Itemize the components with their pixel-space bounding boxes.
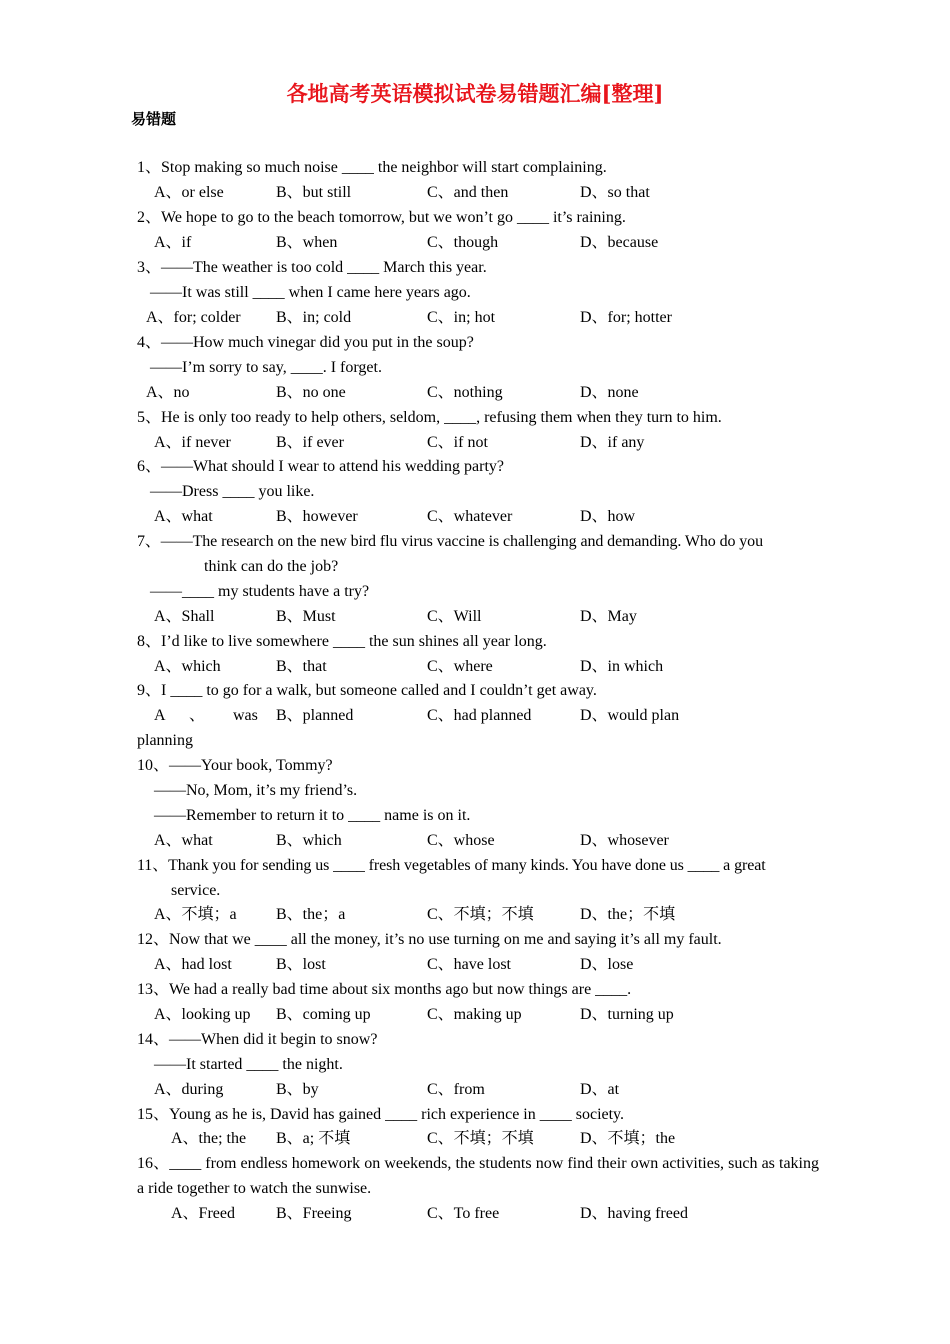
question-2: 2、We hope to go to the beach tomorrow, but we won’t go ____ it’s raining. (137, 209, 626, 226)
option-a-letter: A (154, 707, 166, 724)
option-b: B、when (276, 234, 338, 251)
document-title: 各地高考英语模拟试卷易错题汇编[整理] (286, 81, 664, 106)
question-14: 14、——When did it begin to snow? (137, 1031, 378, 1048)
option-b: B、planned (276, 707, 354, 724)
option-b: B、which (276, 832, 342, 849)
question-8: 8、I’d like to live somewhere ____ the sun shines all year long. (137, 633, 547, 650)
option-c: C、whatever (427, 508, 513, 525)
question-16: 16、____ from endless homework on weekends, the students now find their own activities, such as taking a ride together to watch the sunwise. (137, 1155, 819, 1197)
option-d: D、the；不填 (580, 906, 676, 923)
question-7-continuation: think can do the job? (204, 558, 339, 575)
question-6-dialogue: ——Dress ____ you like. (150, 483, 315, 500)
option-a: A、不填；a (154, 906, 237, 923)
question-4-dialogue: ——I’m sorry to say, ____. I forget. (150, 359, 382, 376)
option-c: C、in; hot (427, 309, 496, 326)
question-12: 12、Now that we ____ all the money, it’s no use turning on me and saying it’s all my fault. (137, 931, 722, 948)
option-a: A、the; the (171, 1130, 247, 1147)
option-d: D、whosever (580, 832, 669, 849)
option-a: A、Freed (171, 1205, 235, 1222)
option-d: D、lose (580, 956, 634, 973)
option-d: D、turning up (580, 1006, 674, 1023)
question-10-dialogue-2: ——Remember to return it to ____ name is on it. (154, 807, 471, 824)
question-1: 1、Stop making so much noise ____ the neighbor will start complaining. (137, 159, 607, 176)
option-d: D、for; hotter (580, 309, 672, 326)
option-a-text: was (233, 707, 258, 724)
question-15: 15、Young as he is, David has gained ____ rich experience in ____ society. (137, 1106, 625, 1123)
option-a: A、no (146, 384, 190, 401)
option-c: C、making up (427, 1006, 522, 1023)
question-7-dialogue: ——____ my students have a try? (150, 583, 370, 600)
option-b: B、Freeing (276, 1205, 352, 1222)
option-a-continuation: planning (137, 732, 193, 749)
option-c: C、and then (427, 184, 509, 201)
question-5: 5、He is only too ready to help others, seldom, ____, refusing them when they turn to him. (137, 409, 722, 426)
option-c: C、nothing (427, 384, 503, 401)
option-b: B、the；a (276, 906, 346, 923)
option-a: A、for; colder (146, 309, 241, 326)
option-a: A、what (154, 832, 213, 849)
option-a: A、Shall (154, 608, 215, 625)
option-d: D、because (580, 234, 659, 251)
question-7: 7、——The research on the new bird flu virus vaccine is challenging and demanding. Who do you (137, 533, 763, 550)
option-a-separator: 、 (189, 707, 206, 724)
option-c: C、Will (427, 608, 482, 625)
option-b: B、by (276, 1081, 319, 1098)
option-c: C、have lost (427, 956, 511, 973)
option-c: C、不填；不填 (427, 1130, 534, 1147)
option-a: A、had lost (154, 956, 232, 973)
option-b: B、coming up (276, 1006, 371, 1023)
option-d: D、how (580, 508, 636, 525)
option-b: B、but still (276, 184, 352, 201)
question-14-dialogue: ——It started ____ the night. (154, 1056, 343, 1073)
question-9: 9、I ____ to go for a walk, but someone called and I couldn’t get away. (137, 682, 597, 699)
question-11: 11、Thank you for sending us ____ fresh vegetables of many kinds. You have done us ____ a great (137, 857, 766, 874)
option-b: B、however (276, 508, 358, 525)
option-c: C、whose (427, 832, 495, 849)
option-c: C、where (427, 658, 493, 675)
option-d: D、if any (580, 434, 645, 451)
option-c: C、不填；不填 (427, 906, 534, 923)
option-b: B、in; cold (276, 309, 352, 326)
option-a: A、looking up (154, 1006, 251, 1023)
option-a: A、during (154, 1081, 224, 1098)
option-a: A、if never (154, 434, 231, 451)
option-d: D、May (580, 608, 637, 625)
question-3-dialogue: ——It was still ____ when I came here years ago. (150, 284, 471, 301)
option-b: B、no one (276, 384, 346, 401)
option-c: C、from (427, 1081, 485, 1098)
option-c: C、had planned (427, 707, 532, 724)
option-b: B、Must (276, 608, 336, 625)
option-c: C、though (427, 234, 499, 251)
option-b: B、if ever (276, 434, 344, 451)
option-d: D、none (580, 384, 639, 401)
option-a: A、if (154, 234, 192, 251)
option-d: D、at (580, 1081, 620, 1098)
option-b: B、that (276, 658, 327, 675)
option-a: A、or else (154, 184, 224, 201)
option-b: B、lost (276, 956, 326, 973)
question-3: 3、——The weather is too cold ____ March this year. (137, 259, 487, 276)
option-a: A、what (154, 508, 213, 525)
question-4: 4、——How much vinegar did you put in the soup? (137, 334, 474, 351)
option-d: D、having freed (580, 1205, 688, 1222)
option-d: D、in which (580, 658, 664, 675)
option-c: C、To free (427, 1205, 500, 1222)
question-10: 10、——Your book, Tommy? (137, 757, 333, 774)
question-11-continuation: service. (171, 882, 221, 899)
option-d: D、would plan (580, 707, 680, 724)
option-d: D、so that (580, 184, 650, 201)
option-b: B、a; 不填 (276, 1130, 351, 1147)
section-heading: 易错题 (131, 110, 177, 128)
option-c: C、if not (427, 434, 488, 451)
question-10-dialogue-1: ——No, Mom, it’s my friend’s. (154, 782, 358, 799)
option-a: A、which (154, 658, 221, 675)
question-13: 13、We had a really bad time about six months ago but now things are ____. (137, 981, 632, 998)
question-6: 6、——What should I wear to attend his wedding party? (137, 458, 505, 475)
option-d: D、不填；the (580, 1130, 676, 1147)
